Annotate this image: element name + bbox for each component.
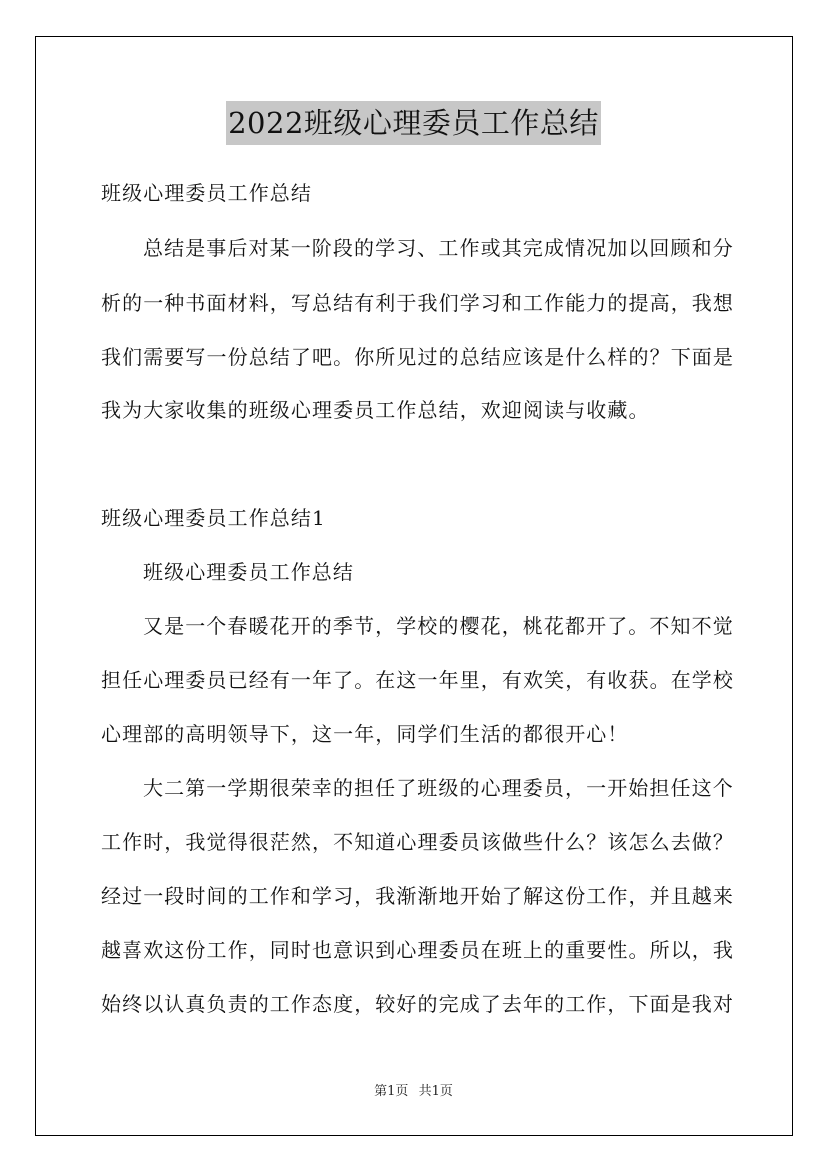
- paragraph-2-line-3: 经过一段时间的工作和学习，我渐渐地开始了解这份工作，并且越来: [101, 884, 734, 908]
- title-container: [0, 101, 827, 145]
- page-number: 第1页: [374, 1084, 409, 1099]
- page-footer: [0, 1083, 827, 1101]
- total-pages: 共1页: [418, 1084, 453, 1099]
- paragraph-2-line-5: 始终以认真负责的工作态度，较好的完成了去年的工作，下面是我对: [101, 992, 734, 1016]
- document-title: 2022班级心理委员工作总结: [226, 101, 601, 145]
- paragraph-2-line-2: 工作时，我觉得很茫然，不知道心理委员该做些什么？该怎么去做？: [101, 830, 734, 854]
- paragraph-2-line-4: 越喜欢这份工作，同时也意识到心理委员在班上的重要性。所以，我: [101, 938, 734, 962]
- paragraph-2-line-1: 大二第一学期很荣幸的担任了班级的心理委员，一开始担任这个: [143, 776, 734, 800]
- intro-heading: 班级心理委员工作总结: [101, 181, 312, 205]
- paragraph-1-line-1: 又是一个春暖花开的季节，学校的樱花，桃花都开了。不知不觉: [143, 614, 734, 638]
- section-heading: 班级心理委员工作总结1: [101, 506, 326, 530]
- section-subheading: 班级心理委员工作总结: [143, 560, 354, 584]
- paragraph-1-line-2: 担任心理委员已经有一年了。在这一年里，有欢笑，有收获。在学校: [101, 668, 734, 692]
- intro-line-2: 析的一种书面材料，写总结有利于我们学习和工作能力的提高，我想: [101, 291, 734, 315]
- intro-line-1: 总结是事后对某一阶段的学习、工作或其完成情况加以回顾和分: [143, 236, 734, 260]
- paragraph-1-line-3: 心理部的高明领导下，这一年，同学们生活的都很开心！: [101, 722, 629, 746]
- intro-line-3: 我们需要写一份总结了吧。你所见过的总结应该是什么样的？下面是: [101, 345, 734, 369]
- intro-line-4: 我为大家收集的班级心理委员工作总结，欢迎阅读与收藏。: [101, 398, 650, 422]
